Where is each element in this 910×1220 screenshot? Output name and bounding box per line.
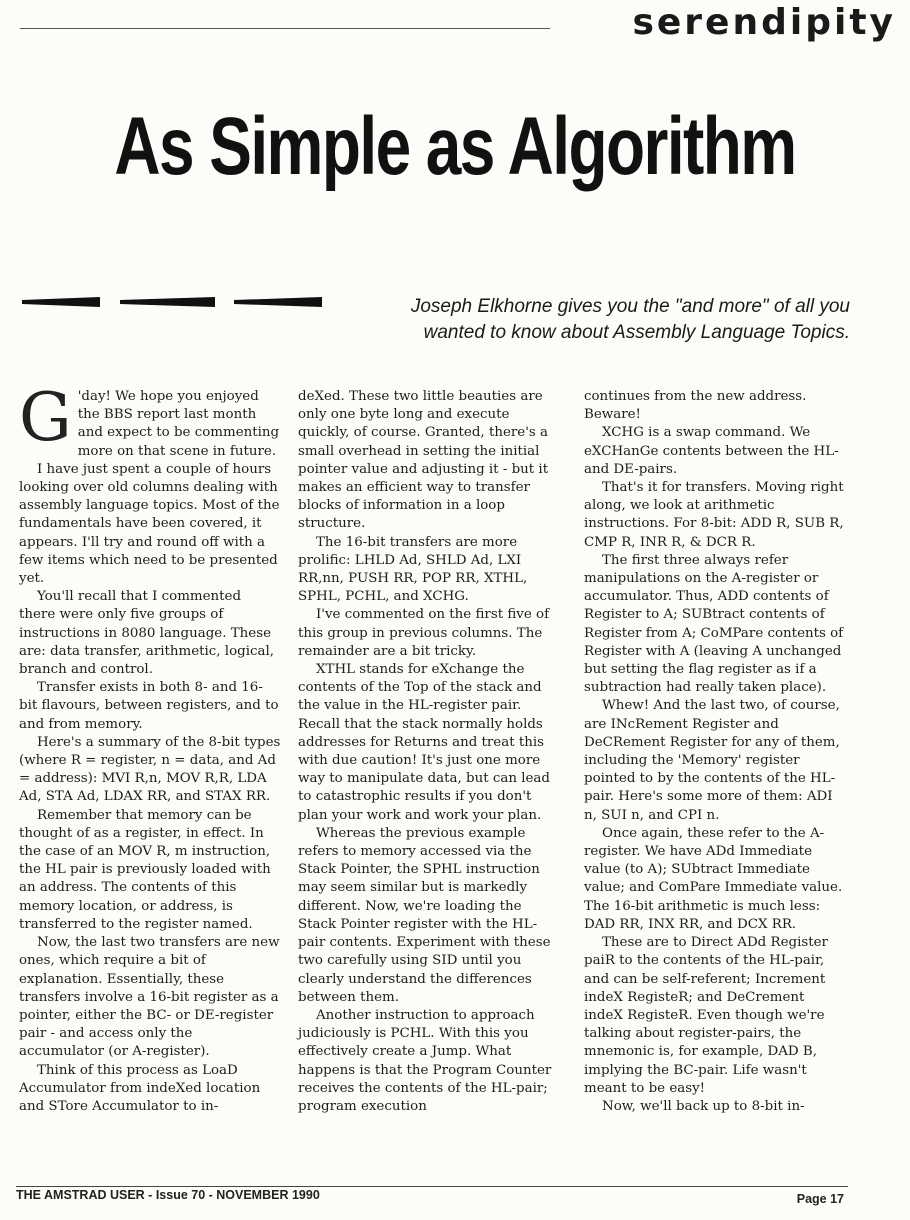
article-headline: As Simple as Algorithm [114,101,796,192]
paragraph: XTHL stands for eXchange the contents of the Top of the stack and the value in the HL-register pair. Recall that the stack normally holds addresses for Returns and treat this with due caution! It's just one more way to manipulate data, but can lead to catastrophic results if you don't plan your work and work your plan. [298,662,550,823]
standfirst: Joseph Elkhorne gives you the "and more" of all you wanted to know about Assembly Language Topics. [410,296,850,343]
paragraph: I've commented on the first five of this group in previous columns. The remainder are a bit tricky. [298,607,550,659]
drop-cap: G [19,379,72,456]
page-number: Page 17 [796,1192,844,1206]
paragraph: G 'day! We hope you enjoyed the BBS report last month and expect to be commenting more on that scene in future. [19,379,280,459]
header-rule [20,28,550,29]
arrow-icon [234,297,322,307]
section-label: serendipity [632,2,896,43]
paragraph: Another instruction to approach judiciously is PCHL. With this you effectively create a Jump. What happens is that the Program Counter receives the contents of the HL-pair; program execution [298,1007,552,1114]
arrow-icon [22,297,100,307]
paragraph: The first three always refer manipulations on the A-register or accumulator. Thus, ADD contents of Register to A; SUBtract contents of Register from A; CoMPare contents of Register with A (leaving A unchanged but setting the flag register as if a subtraction had really taken place). [584,552,844,696]
decorative-arrows [22,292,322,312]
paragraph: The 16-bit transfers are more prolific: LHLD Ad, SHLD Ad, LXI RR,nn, PUSH RR, POP RR, XTHL, SPHL, PCHL, and XCHG. [298,534,528,605]
paragraph: Remember that memory can be thought of as a register, in effect. In the case of an MOV R, m instruction, the HL pair is previously loaded with an address. The contents of this memory location, or address, is transferred to the register named. [19,807,271,932]
paragraph: continues from the new address. Beware! [584,389,807,423]
paragraph: Whereas the previous example refers to memory accessed via the Stack Pointer, the SPHL instruction may seem similar but is markedly different. Now, we're loading the Stack Pointer register with the HL-pair contents. Experiment with these two carefully using SID until you clearly understand the differences between them. [298,825,551,1005]
paragraph: Here's a summary of the 8-bit types (where R = register, n = data, and Ad = address): MVI R,n, MOV R,R, LDA Ad, STA Ad, LDAX RR, and STAX RR. [19,734,281,805]
paragraph: That's it for transfers. Moving right along, we look at arithmetic instructions. For 8-bit: ADD R, SUB R, CMP R, INR R, & DCR R. [584,480,844,550]
footer-publication: THE AMSTRAD USER - Issue 70 - NOVEMBER 1990 [16,1188,320,1202]
paragraph: Think of this process as LoaD Accumulator from indeXed location and STore Accumulator to in- [19,1062,261,1114]
column-1 [19,379,281,1116]
paragraph: Now, we'll back up to 8-bit in- [602,1098,805,1114]
paragraph: XCHG is a swap command. We eXCHanGe contents between the HL- and DE-pairs. [584,425,839,477]
paragraph: I have just spent a couple of hours looking over old columns dealing with assembly language topics. Most of the fundamentals have been covered, it appears. I'll try and round off with a few items which need to be presented yet. [19,461,280,587]
paragraph: Whew! And the last two, of course, are INcRement Register and DeCRement Register for any of them, including the 'Memory' register pointed to by the contents of the HL-pair. Here's some more of them: ADI n, SUI n, and CPI n. [584,698,840,823]
column-3 [584,388,846,1116]
arrow-icon [120,297,215,307]
paragraph: Transfer exists in both 8- and 16- bit flavours, between registers, and to and from memory. [19,680,279,732]
paragraph: These are to Direct ADd Register paiR to the contents of the HL-pair, and can be self-referent; Increment indeX RegisteR; and DeCrement indeX RegisteR. Even though we're talking about register-pairs, the mnemonic is, for example, DAD B, implying the BC-pair. Life wasn't meant to be easy! [584,935,828,1096]
paragraph: You'll recall that I commented there were only five groups of instructions in 8080 language. These are: data transfer, arithmetic, logical, branch and control. [19,589,275,678]
footer-rule [16,1186,848,1187]
paragraph: Once again, these refer to the A-register. We have ADd Immediate value (to A); SUbtract Immediate value; and ComPare Immediate value. The 16-bit arithmetic is much less: DAD RR, INX RR, and DCX RR. [584,825,843,932]
column-2 [298,388,560,1116]
paragraph: deXed. These two little beauties are only one byte long and execute quickly, of course. Granted, there's a small overhead in setting the initial pointer value and adjusting it - but it makes an efficient way to transfer blocks of information in a loop structure. [298,389,549,532]
paragraph: Now, the last two transfers are new ones, which require a bit of explanation. Essentially, these transfers involve a 16-bit register as a pointer, either the BC- or DE-register pair - and access only the accumulator (or A-register). [19,935,280,1060]
